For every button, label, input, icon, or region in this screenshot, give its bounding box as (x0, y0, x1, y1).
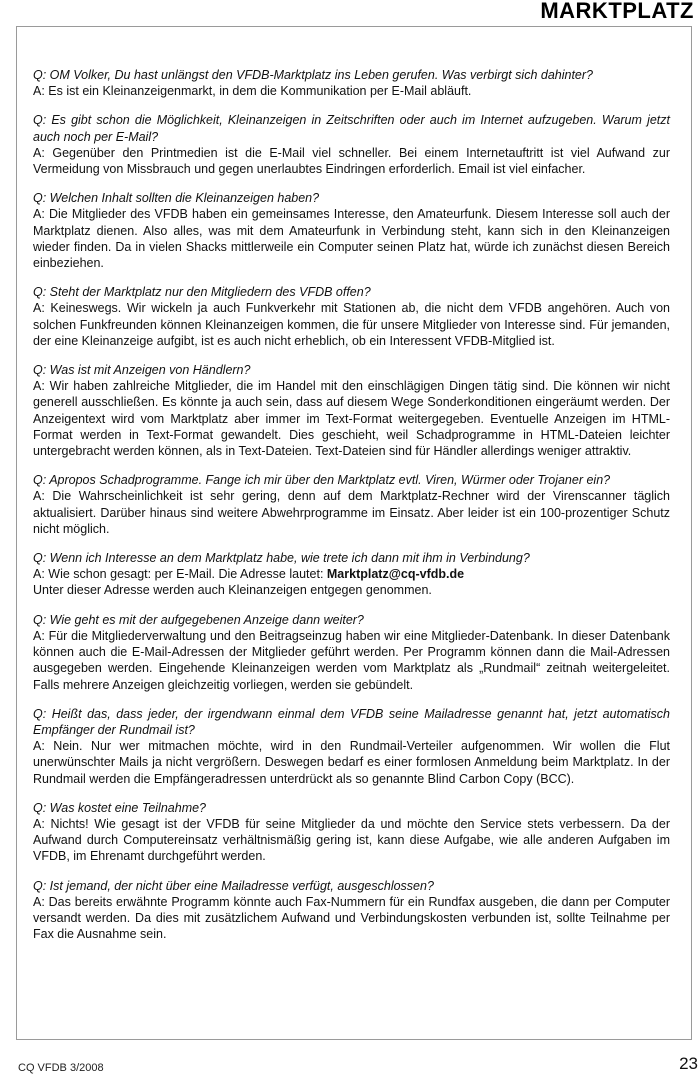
answer-text: A: Wie schon gesagt: per E-Mail. Die Adresse lautet: (33, 567, 327, 582)
qa-item (33, 612, 670, 693)
answer: A: Die Mitglieder des VFDB haben ein gemeinsames Interesse, den Amateurfunk. Diesem Interesse soll auch der Marktplatz dienen. Also alles, was mit dem Amateurfunk in Verbindung steht, kann sich in den Kleinanzeigen wieder finden. Da in vielen Shacks mittlerweile ein Computer seinen Platz hat, würde ich zunächst diesen Bereich einbeziehen. (33, 207, 670, 271)
qa-item (33, 67, 670, 99)
page-number: 23 (679, 1054, 698, 1073)
question: Q: Apropos Schadprogramme. Fange ich mir über den Marktplatz evtl. Viren, Würmer oder Trojaner ein? (33, 473, 611, 488)
page-header (0, 0, 700, 24)
question: Q: Ist jemand, der nicht über eine Mailadresse verfügt, ausgeschlossen? (33, 878, 434, 893)
qa-item (33, 706, 670, 787)
answer: A: Für die Mitgliederverwaltung und den Beitragseinzug haben wir eine Mitglieder-Datenbank. In dieser Datenbank können auch die E-Mail-Adressen der Mitglieder geführt werden. Per Programm können dann die Mail-Adressen ausgegeben werden. Eingehende Kleinanzeigen werden vom Marktplatz als „Rundmail“ zeitnah weitergeleitet. Falls mehrere Anzeigen gleichzeitig vorliegen, werden sie gebündelt. (33, 628, 670, 692)
question: Q: Was ist mit Anzeigen von Händlern? (33, 363, 251, 378)
question: Q: Heißt das, dass jeder, der irgendwann einmal dem VFDB seine Mailadresse genannt hat, jetzt automatisch Empfänger der Rundmail ist? (33, 706, 670, 737)
qa-item (33, 190, 670, 271)
qa-item (33, 284, 670, 349)
question: Q: Steht der Marktplatz nur den Mitgliedern des VFDB offen? (33, 285, 371, 300)
qa-item (33, 878, 670, 943)
answer: A: Das bereits erwähnte Programm könnte auch Fax-Nummern für ein Rundfax ausgeben, die dann per Computer versandt werden. Da dies mit zusätzlichem Aufwand und Verbindungskosten verbunden ist, sollte Teilnahme per Fax die Ausnahme sein. (33, 894, 670, 942)
qa-item (33, 550, 670, 599)
question: Q: Was kostet eine Teilnahme? (33, 800, 207, 815)
issue-label: CQ VFDB 3/2008 (18, 1062, 104, 1074)
qa-item (33, 472, 670, 537)
question: Q: Es gibt schon die Möglichkeit, Kleinanzeigen in Zeitschriften oder auch im Internet aufzugeben. Warum jetzt auch noch per E-Mail? (33, 113, 670, 144)
answer: A: Die Wahrscheinlichkeit ist sehr gering, denn auf dem Marktplatz-Rechner wird der Virenscanner täglich aktualisiert. Darüber hinaus sind weitere Abwehrprogramme im Einsatz. Aber leider ist ein 100-prozentiger Schutz nicht möglich. (33, 489, 670, 536)
answer: A: Gegenüber den Printmedien ist die E-Mail viel schneller. Bei einem Internetauftritt ist viel Aufwand zur Vermeidung von Missbrauch und gegen unerlaubtes Eindringen erforderlich. Email ist viel einfacher. (33, 145, 670, 177)
answer: A: Es ist ein Kleinanzeigenmarkt, in dem die Kommunikation per E-Mail abläuft. (33, 84, 472, 99)
answer: A: Wir haben zahlreiche Mitglieder, die im Handel mit den einschlägigen Dingen tätig sind. Die können wir nicht generell ausschließen. Es könnte ja auch sein, dass auf diesem Wege Sonderkonditionen eingeräumt werden. Der Anzeigentext wird vom Marktplatz aber immer im Text-Format weitergegeben. Eventuelle Anzeigen im HTML-Format werden in Text-Format gewandelt. Dies geschieht, weil Schadprogramme in HTML-Dateien leichter untergebracht werden können, als in Text-Dateien. Text-Dateien sind für Händler allerdings weniger attraktiv. (33, 379, 670, 459)
email-address[interactable]: Marktplatz@cq-vfdb.de (326, 567, 465, 582)
answer (33, 566, 670, 582)
question: Q: Wie geht es mit der aufgegebenen Anzeige dann weiter? (33, 612, 364, 627)
question: Q: Welchen Inhalt sollten die Kleinanzeigen haben? (33, 191, 320, 206)
section-title: MARKTPLATZ (540, 0, 694, 23)
answer: A: Nichts! Wie gesagt ist der VFDB für seine Mitglieder da und möchte den Service stets verbessern. Da der Aufwand durch Computereinsatz verhältnismäßig gering ist, kann diese Aufgabe, wie alle anderen Aufgaben im VFDB, im Ehrenamt durchgeführt werden. (33, 816, 670, 864)
qa-item (33, 112, 670, 177)
answer-continued: Unter dieser Adresse werden auch Kleinanzeigen entgegen genommen. (33, 583, 432, 598)
answer: A: Keineswegs. Wir wickeln ja auch Funkverkehr mit Stationen ab, die nicht dem VFDB angehören. Auch von solchen Funkfreunden können Kleinanzeigen kommen, die für unsere Mitglieder von Interesse sind. Für jemanden, der eine Kleinanzeige aufgibt, ist es auch nicht erheblich, ob ein Interessent VFDB-Mitglied ist. (33, 301, 670, 348)
qa-item (33, 362, 670, 459)
interview-text (33, 67, 670, 955)
question: Q: Wenn ich Interesse an dem Marktplatz habe, wie trete ich dann mit ihm in Verbindung? (33, 551, 530, 566)
qa-item (33, 800, 670, 865)
question: Q: OM Volker, Du hast unlängst den VFDB-Marktplatz ins Leben gerufen. Was verbirgt sich dahinter? (33, 68, 593, 82)
answer: A: Nein. Nur wer mitmachen möchte, wird in den Rundmail-Verteiler aufgenommen. Wir wollen die Flut unerwünschter Mails ja nicht vergrößern. Deswegen bedarf es einer formlosen Anmeldung beim Marktplatz. In der Rundmail werden die Empfängeradressen unterdrückt als so genannte Blind Carbon Copy (BCC). (33, 739, 670, 786)
